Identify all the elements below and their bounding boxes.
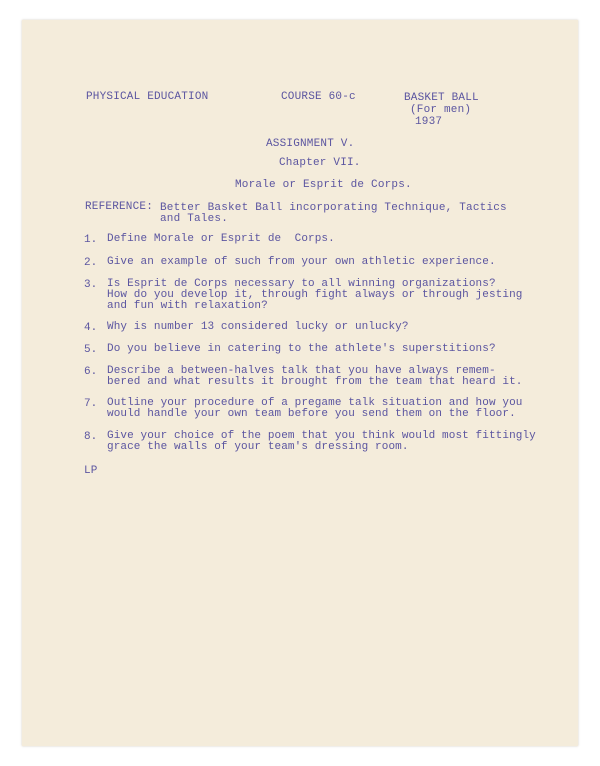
- header-course: COURSE 60-c: [281, 91, 356, 103]
- reference-line-2: and Tales.: [160, 213, 229, 225]
- header-sport: BASKET BALL: [404, 92, 479, 104]
- reference-line-1: Better Basket Ball incorporating Technique, Tactics: [160, 202, 507, 214]
- header-year: 1937: [415, 116, 443, 128]
- author-initials: LP: [84, 465, 98, 477]
- question-number: 2.: [84, 257, 98, 269]
- question-line: Describe a between-halves talk that you have always remem-: [107, 365, 496, 377]
- question-line: Give your choice of the poem that you think would most fittingly: [107, 430, 536, 442]
- question-line: Give an example of such from your own athletic experience.: [107, 256, 496, 268]
- question-number: 8.: [84, 431, 98, 443]
- question-line: would handle your own team before you send them on the floor.: [107, 408, 516, 420]
- question-number: 1.: [84, 234, 98, 246]
- question-line: grace the walls of your team's dressing room.: [107, 441, 409, 453]
- question-line: Outline your procedure of a pregame talk situation and how you: [107, 397, 523, 409]
- header-audience: (For men): [410, 104, 472, 116]
- topic-title: Morale or Esprit de Corps.: [235, 179, 412, 191]
- question-line: Define Morale or Esprit de Corps.: [107, 233, 335, 245]
- question-line: Why is number 13 considered lucky or unlucky?: [107, 321, 409, 333]
- question-number: 6.: [84, 366, 98, 378]
- question-number: 5.: [84, 344, 98, 356]
- question-line: Is Esprit de Corps necessary to all winning organizations?: [107, 278, 496, 290]
- header-department: PHYSICAL EDUCATION: [86, 91, 209, 103]
- reference-label: REFERENCE:: [85, 201, 154, 213]
- question-number: 7.: [84, 398, 98, 410]
- question-number: 4.: [84, 322, 98, 334]
- question-number: 3.: [84, 279, 98, 291]
- question-line: and fun with relaxation?: [107, 300, 268, 312]
- question-line: bered and what results it brought from the team that heard it.: [107, 376, 523, 388]
- chapter-title: Chapter VII.: [279, 157, 361, 169]
- question-line: Do you believe in catering to the athlete's superstitions?: [107, 343, 496, 355]
- question-line: How do you develop it, through fight always or through jesting: [107, 289, 523, 301]
- assignment-title: ASSIGNMENT V.: [266, 138, 355, 150]
